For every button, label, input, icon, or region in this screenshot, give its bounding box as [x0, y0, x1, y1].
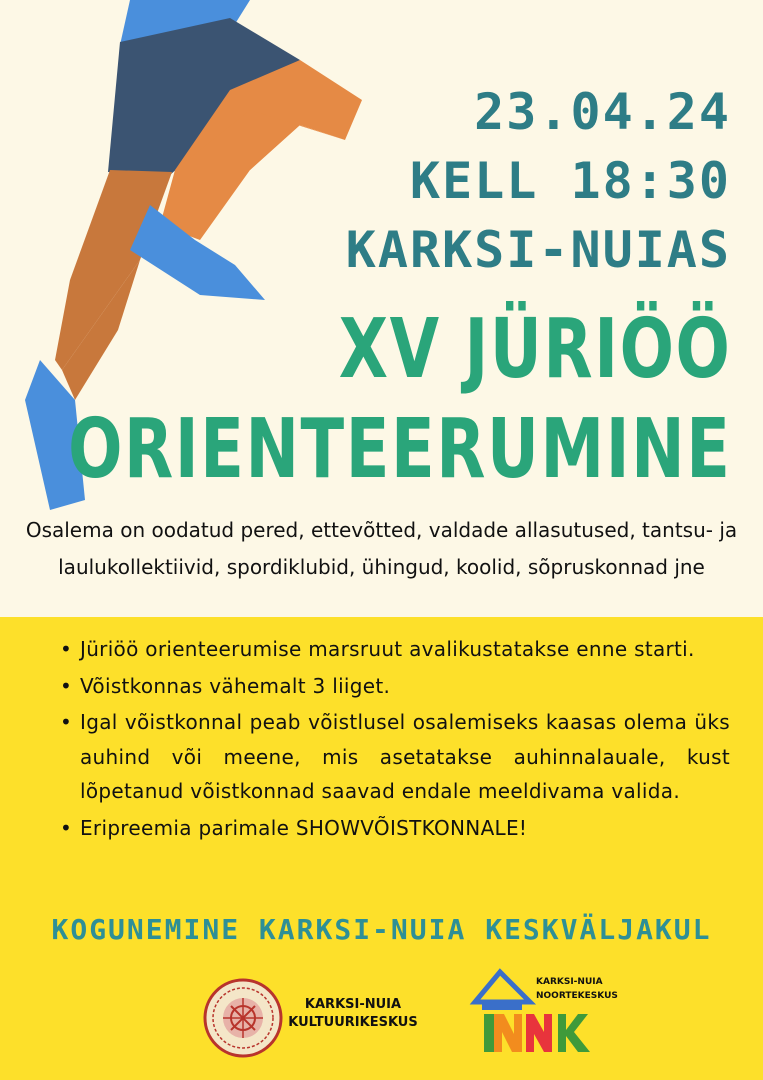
event-info: [346, 78, 731, 285]
title-line-1: XV JÜRIÖÖ: [338, 302, 731, 397]
list-item: • Jüriöö orienteerumise marsruut avalikustatakse enne starti.: [60, 637, 695, 661]
event-title: [68, 300, 731, 500]
gathering-location: KOGUNEMINE KARKSI-NUIA KESKVÄLJAKUL: [51, 913, 712, 946]
culture-center-logo: [203, 978, 283, 1058]
list-item: • Igal võistkonnal peab võistlusel osalemiseks kaasas olema üks auhind või meene, mis asetatakse auhinnalauale, kust lõpetanud võistkonnad saavad endale meeldivama valida.: [60, 710, 730, 803]
intro-text: Osalema on oodatud pered, ettevõtted, valdade allasutused, tantsu- ja laulukollektiivid, spordiklubid, ühingud, koolid, sõpruskonnad jne: [25, 518, 738, 579]
title-line-2: ORIENTEERUMINE: [67, 402, 731, 497]
event-time: KELL 18:30: [409, 152, 731, 210]
youth-center-logo: [470, 962, 618, 1057]
event-place: KARKSI-NUIAS: [345, 221, 731, 279]
rules-list: [58, 632, 730, 847]
list-item: • Eripreemia parimale SHOWVÕISTKONNALE!: [60, 815, 528, 840]
youth-center-name: KARKSI-NUIA NOORTEKESKUS: [536, 977, 618, 1001]
culture-center-name: KARKSI-NUIA KULTUURIKESKUS: [288, 997, 418, 1030]
list-item: • Võistkonnas vähemalt 3 liiget.: [60, 673, 391, 698]
event-date: 23.04.24: [474, 83, 731, 141]
